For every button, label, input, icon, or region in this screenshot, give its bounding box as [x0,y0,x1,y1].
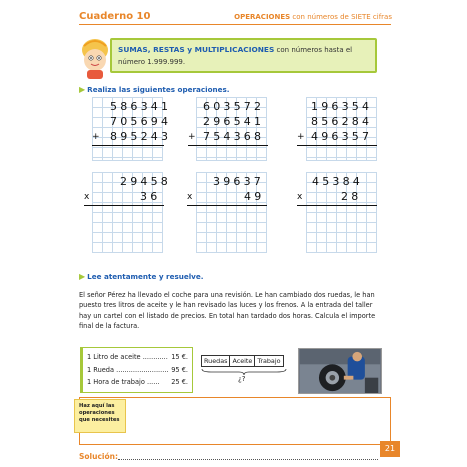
price-label: 1 Hora de trabajo ...... [87,378,160,386]
price-row [87,364,188,377]
addend-1b: 705694 [110,115,172,128]
topic-banner-text1: con números hasta el [274,46,353,54]
multiplier-2: 49 [244,190,265,203]
question-mark: ¿? [238,375,246,383]
topic-banner-text2: número 1.999.999. [118,58,186,66]
page-number: 21 [380,441,400,457]
result-line-3 [297,145,377,146]
addend-2c: 754368 [203,130,265,143]
plus-sign-2: + [188,132,196,142]
chapter-title [232,13,392,21]
addend-1a: 586341 [110,100,172,113]
addend-3c: 496357 [311,130,373,143]
mascot-icon [76,36,114,80]
result-line-2 [188,145,268,146]
result-line-1 [92,145,164,146]
addend-3b: 856284 [311,115,373,128]
multiplicand-2: 39637 [213,175,264,188]
price-row [87,351,188,364]
header-divider [79,24,391,25]
cell-trabajo: Trabajo [254,355,283,367]
mult-line-3 [297,205,377,206]
addend-3a: 196354 [311,100,373,113]
section1-text: Realiza las siguientes operaciones. [87,85,230,94]
brace-icon [201,368,287,375]
multiplicand-3: 45384 [312,175,363,188]
price-value: 25 €. [171,378,188,386]
plus-sign-3: + [297,132,305,142]
topic-banner-bold: SUMAS, RESTAS y MULTIPLICACIONES [118,45,275,54]
chapter-title-main: OPERACIONES [234,13,291,21]
addend-2a: 603572 [203,100,265,113]
mechanic-photo [298,348,382,394]
problem-text: El señor Pérez ha llevado el coche para una revisión. Le han cambiado dos ruedas, le han puesto tres litros de aceite y le han revisado las luces y los frenos. A la entrada del taller hay un cartel con el listado de precios. En total han tardado dos horas. Calcula el importe final de la factura. [79,291,376,331]
cell-ruedas: Ruedas [201,355,230,367]
times-sign-3: x [297,192,303,202]
price-value: 95 €. [171,365,188,374]
addend-1c: 895243 [110,130,172,143]
price-list [80,347,193,393]
unknowns-table [201,355,283,367]
price-row [87,376,188,389]
chapter-title-sub: con números de SIETE cifras [292,13,392,21]
section1-title [79,85,230,94]
addend-2b: 296541 [203,115,265,128]
work-area-label: Haz aquí las operaciones que necesites [74,399,126,433]
section-arrow-icon: ▶ [79,85,86,94]
multiplier-3: 28 [341,190,362,203]
topic-banner [110,38,377,73]
notebook-title: Cuaderno 10 [79,11,151,22]
cell-aceite: Aceite [229,355,255,367]
times-sign-1: x [84,192,90,202]
multiplicand-1: 29458 [120,175,171,188]
solution-line[interactable] [118,459,378,460]
section-arrow-icon: ▶ [79,272,86,281]
multiplier-1: 36 [140,190,161,203]
plus-sign-1: + [92,132,100,142]
section2-text: Lee atentamente y resuelve. [87,272,204,281]
section2-title [79,272,203,281]
mult-line-1 [84,205,164,206]
mult-line-2 [187,205,267,206]
price-label: 1 Litro de aceite ............ [87,353,168,361]
price-label: 1 Rueda ......................... [87,365,169,374]
times-sign-2: x [187,192,193,202]
price-value: 15 €. [171,353,188,361]
solution-label: Solución: [79,452,118,461]
